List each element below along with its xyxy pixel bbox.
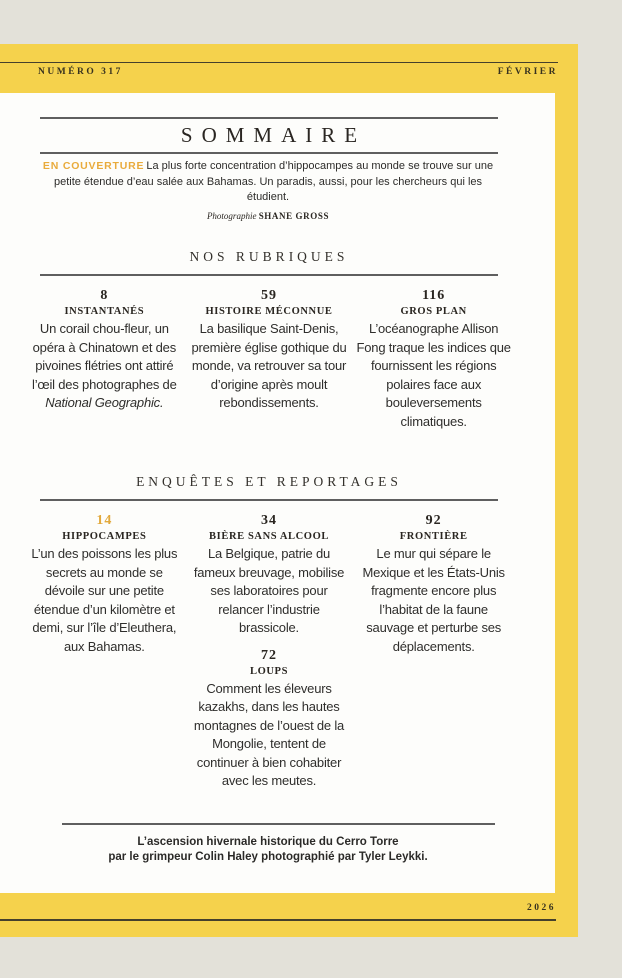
issue-year: 2026 (527, 903, 556, 913)
footer-caption-line2: par le grimpeur Colin Haley photographié par Tyler Leykki. (108, 851, 428, 863)
toc-entry (355, 513, 512, 656)
toc-entry (355, 288, 512, 431)
entry-title: INSTANTANÉS (64, 306, 145, 317)
issue-number: NUMÉRO 317 (38, 67, 123, 77)
entry-description: La Belgique, patrie du fameux breuvage, mobilise ses laboratoires pour relancer l’industrie brassicole. (193, 546, 345, 635)
entry-description-italic: National Geographic. (45, 395, 164, 410)
issue-month: FÉVRIER (497, 67, 558, 77)
footer-caption-line1: L’ascension hivernale historique du Cerro Torre (137, 836, 399, 848)
entry-description: Le mur qui sépare le Mexique et les États-Unis fragmente encore plus l’habitat de la faune sauvage et perturbe ses déplacements. (362, 546, 505, 654)
entry-page-number: 72 (261, 647, 277, 663)
footer-rule (62, 823, 495, 825)
toc-column (191, 288, 348, 431)
footer-band-rule (0, 919, 556, 921)
toc-column (355, 288, 512, 431)
page-title: SOMMAIRE (180, 123, 367, 147)
section-heading-nos-rubriques: NOS RUBRIQUES (40, 249, 498, 276)
toc-entry (191, 513, 348, 638)
toc-column (355, 513, 512, 791)
entry-description: L’océanographe Allison Fong traque les indices que fournissent les régions polaires face aux bouleversements climatiques. (356, 321, 511, 429)
cover-blurb (34, 159, 502, 224)
toc-column (26, 513, 183, 791)
page-title-block (40, 117, 498, 154)
toc-entry (191, 648, 348, 791)
photo-credit (34, 209, 502, 225)
entry-title: GROS PLAN (400, 306, 467, 317)
photo-credit-name: SHANE GROSS (258, 210, 330, 221)
toc-entry (26, 288, 183, 413)
section-columns-nos-rubriques (26, 288, 512, 431)
section-columns-enquetes (26, 513, 512, 791)
entry-description: Comment les éleveurs kazakhs, dans les hautes montagnes de l’ouest de la Mongolie, tentent de continuer à bien cohabiter avec les meutes. (193, 680, 345, 788)
section-heading-enquetes: ENQUÊTES ET REPORTAGES (40, 474, 498, 501)
masthead-rule (0, 62, 558, 63)
entry-description: Un corail chou-fleur, un opéra à Chinatown et des pivoines flétries ont attiré l’œil des photographes de National Geographic. (32, 321, 177, 410)
entry-page-number: 116 (422, 288, 446, 303)
entry-page-number: 14 (96, 513, 113, 528)
entry-title: LOUPS (250, 665, 289, 677)
entry-page-number: 8 (100, 288, 109, 303)
entry-title: HIPPOCAMPES (62, 531, 147, 542)
entry-title: HISTOIRE MÉCONNUE (205, 306, 333, 317)
entry-page-number: 34 (261, 513, 277, 528)
entry-title: BIÈRE SANS ALCOOL (209, 531, 329, 542)
entry-description: La basilique Saint-Denis, première église gothique du monde, va retrouver sa tour d’origine après moult rebondissements. (191, 321, 347, 410)
entry-description: L’un des poissons les plus secrets au monde se dévoile sur une petite étendue d’un kilomètre et demi, sur l’île d’Eleuthera, aux Bahamas. (31, 546, 178, 654)
entry-page-number: 59 (261, 288, 277, 303)
footer-caption (36, 835, 500, 865)
toc-entry (26, 513, 183, 656)
toc-column (26, 288, 183, 431)
toc-entry (191, 288, 348, 413)
toc-column (191, 513, 348, 791)
toc-page (0, 93, 555, 893)
cover-label: EN COUVERTURE (42, 160, 145, 172)
entry-title: FRONTIÈRE (399, 531, 468, 542)
entry-page-number: 92 (425, 513, 442, 528)
cover-text: La plus forte concentration d’hippocampes au monde se trouve sur une petite étendue d’eau salée aux Bahamas. Un paradis, aussi, pour les chercheurs qui les étudient. (53, 160, 494, 203)
photo-credit-role: Photographie (206, 210, 257, 221)
